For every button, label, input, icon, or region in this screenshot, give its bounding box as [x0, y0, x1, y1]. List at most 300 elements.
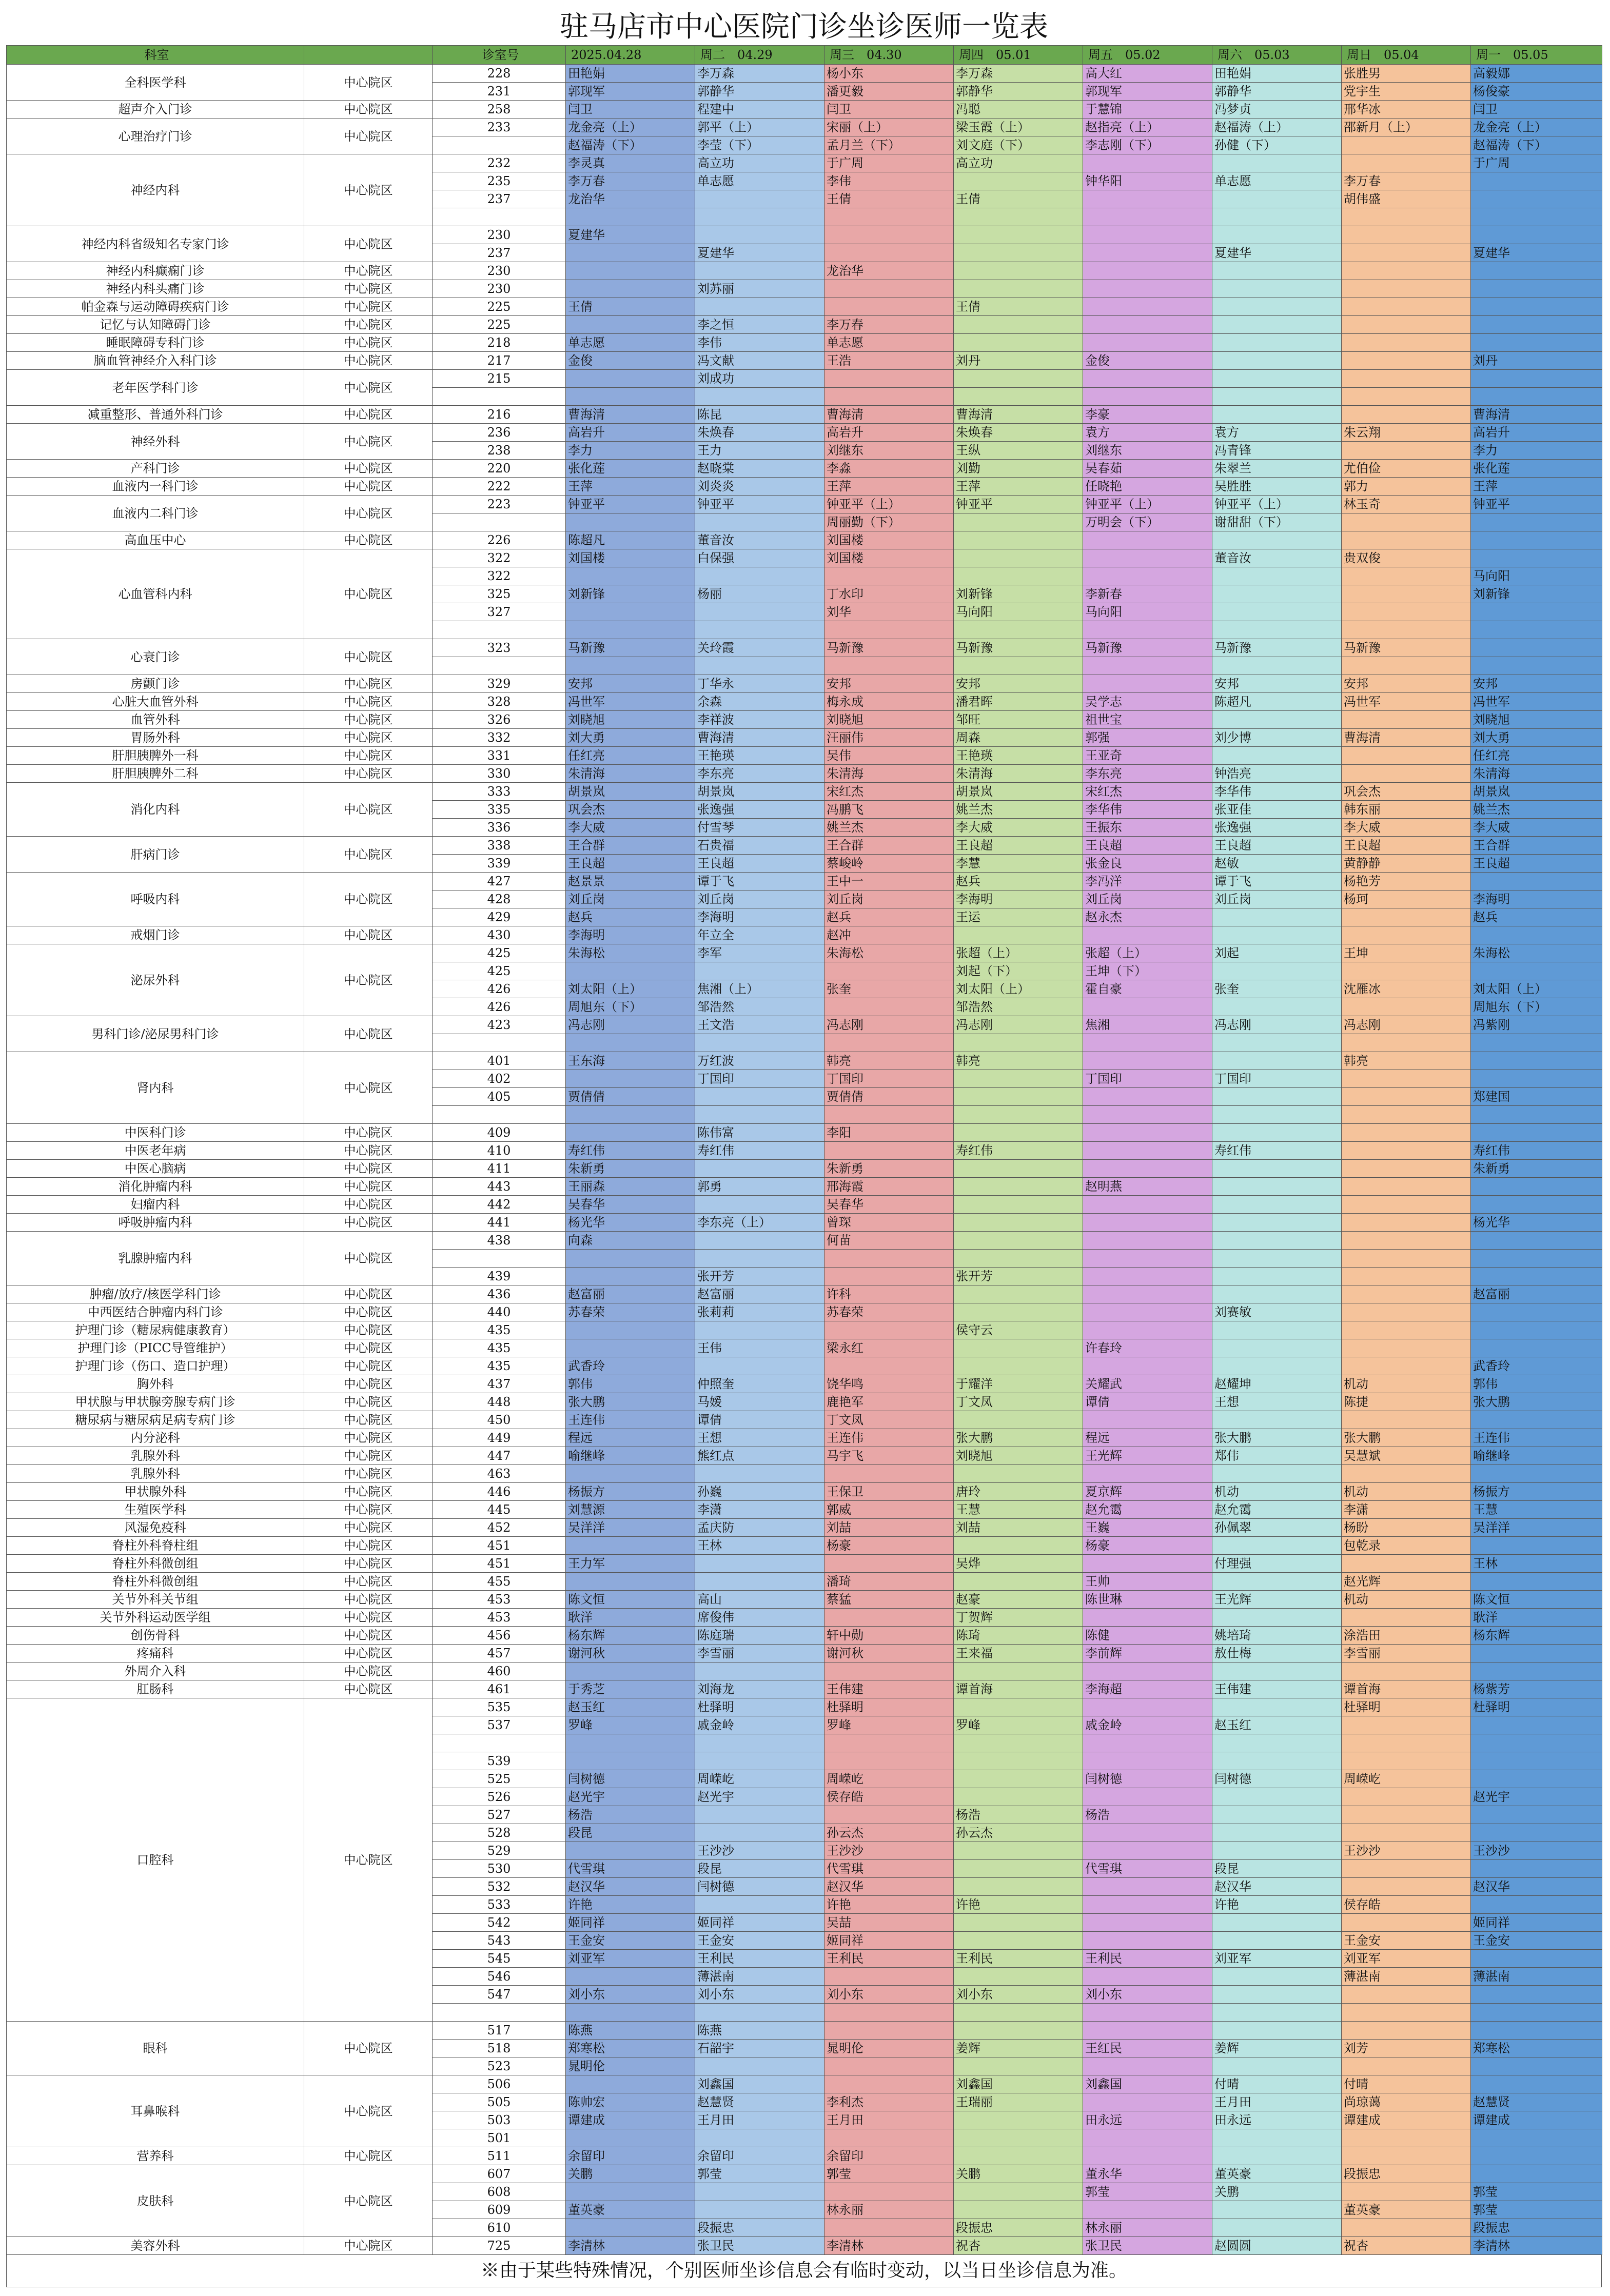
dept-cell: 乳腺外科: [7, 1465, 304, 1483]
doctor-cell: 谭倩: [695, 1411, 824, 1429]
doctor-cell: 冯梦贞: [1212, 101, 1342, 118]
doctor-cell: 金俊: [566, 352, 695, 370]
doctor-cell: 吴慧斌: [1342, 1447, 1471, 1465]
room-cell: 322: [433, 549, 566, 567]
doctor-cell: [1342, 531, 1471, 549]
doctor-cell: 朱云翔: [1342, 424, 1471, 442]
doctor-cell: 李万森: [695, 65, 824, 83]
doctor-cell: [1212, 2022, 1342, 2040]
doctor-cell: 刘丘岗: [566, 890, 695, 908]
doctor-cell: 李万春: [1342, 172, 1471, 190]
table-row: [7, 1375, 1602, 1393]
doctor-cell: [1212, 1788, 1342, 1806]
dept-cell: 美容外科: [7, 2237, 304, 2255]
doctor-cell: 陈文恒: [566, 1591, 695, 1609]
doctor-cell: 王良超: [954, 837, 1083, 855]
table-row: [7, 334, 1602, 352]
doctor-cell: 冯志刚: [954, 1016, 1083, 1034]
doctor-cell: [566, 567, 695, 585]
doctor-cell: 王中一: [824, 873, 954, 890]
doctor-cell: [566, 2183, 695, 2201]
doctor-cell: [954, 1034, 1083, 1052]
doctor-cell: [1083, 154, 1212, 172]
header-day: 周一 05.05: [1471, 46, 1602, 65]
doctor-cell: 邵新月（上）: [1342, 118, 1471, 136]
doctor-cell: 赵慧贤: [1471, 2093, 1602, 2111]
doctor-cell: [1083, 1824, 1212, 1842]
table-row: [7, 1124, 1602, 1142]
doctor-cell: [1342, 280, 1471, 298]
dept-cell: 中西医结合肿瘤内科门诊: [7, 1303, 304, 1321]
doctor-cell: 李雪丽: [1342, 1645, 1471, 1662]
doctor-cell: 单志愿: [695, 172, 824, 190]
doctor-cell: 董音汝: [695, 531, 824, 549]
doctor-cell: 陈文恒: [1471, 1591, 1602, 1609]
table-row: [7, 1393, 1602, 1411]
doctor-cell: [1342, 262, 1471, 280]
room-cell: [433, 657, 566, 675]
doctor-cell: 王伟建: [824, 1680, 954, 1698]
doctor-cell: [824, 244, 954, 262]
header-day: 周二 04.29: [695, 46, 824, 65]
doctor-cell: 王利民: [1083, 1950, 1212, 1968]
table-row: [7, 1447, 1602, 1465]
header-day: 周日 05.04: [1342, 46, 1471, 65]
doctor-cell: [695, 2201, 824, 2219]
doctor-cell: [1342, 1860, 1471, 1878]
doctor-cell: [695, 603, 824, 621]
doctor-cell: [1342, 2057, 1471, 2075]
doctor-cell: 程建中: [695, 101, 824, 118]
doctor-cell: [566, 1842, 695, 1860]
doctor-cell: [1212, 1411, 1342, 1429]
doctor-cell: 杨盼: [1342, 1519, 1471, 1537]
doctor-cell: 王倩: [566, 298, 695, 316]
doctor-cell: 谢河秋: [824, 1645, 954, 1662]
doctor-cell: [1342, 406, 1471, 424]
doctor-cell: [1083, 1268, 1212, 1285]
campus-cell: 中心院区: [304, 460, 433, 478]
doctor-cell: 王坤（下）: [1083, 962, 1212, 980]
dept-cell: 房颤门诊: [7, 675, 304, 693]
doctor-cell: 杨豪: [824, 1537, 954, 1555]
doctor-cell: [1471, 1303, 1602, 1321]
doctor-cell: 付晴: [1342, 2075, 1471, 2093]
doctor-cell: 李新春: [1083, 585, 1212, 603]
doctor-cell: [1083, 1250, 1212, 1268]
doctor-cell: 段振忠: [954, 2219, 1083, 2237]
table-row: [7, 1160, 1602, 1178]
table-row: [7, 1591, 1602, 1609]
doctor-cell: 王艳瑛: [954, 747, 1083, 765]
page: [6, 9, 1602, 2287]
room-cell: 425: [433, 962, 566, 980]
doctor-cell: 贾倩倩: [824, 1088, 954, 1106]
table-row: [7, 1573, 1602, 1591]
doctor-cell: 王沙沙: [1471, 1842, 1602, 1860]
doctor-cell: [824, 1662, 954, 1680]
doctor-cell: 刘继东: [1083, 442, 1212, 460]
doctor-cell: 马向阳: [1471, 567, 1602, 585]
room-cell: 425: [433, 944, 566, 962]
dept-cell: 护理门诊（PICC导管维护）: [7, 1339, 304, 1357]
doctor-cell: [1083, 1465, 1212, 1483]
schedule-table: [6, 45, 1602, 2255]
doctor-cell: 赵圆圆: [1212, 2237, 1342, 2255]
doctor-cell: 吴胜胜: [1212, 478, 1342, 496]
doctor-cell: 朱清海: [566, 765, 695, 783]
dept-cell: 甲状腺外科: [7, 1483, 304, 1501]
doctor-cell: 林永丽: [824, 2201, 954, 2219]
dept-cell: 消化肿瘤内科: [7, 1178, 304, 1196]
doctor-cell: 刘鑫国: [954, 2075, 1083, 2093]
doctor-cell: 薄湛南: [1342, 1968, 1471, 1986]
doctor-cell: [566, 1034, 695, 1052]
doctor-cell: 吴学志: [1083, 693, 1212, 711]
dept-cell: 生殖医学科: [7, 1501, 304, 1519]
doctor-cell: 祖世宝: [1083, 711, 1212, 729]
dept-cell: 血液内一科门诊: [7, 478, 304, 496]
doctor-cell: [1342, 747, 1471, 765]
dept-cell: 肝胆胰脾外二科: [7, 765, 304, 783]
doctor-cell: 刘喆: [824, 1519, 954, 1537]
room-cell: 323: [433, 639, 566, 657]
doctor-cell: [1342, 1214, 1471, 1232]
doctor-cell: [1212, 531, 1342, 549]
doctor-cell: [954, 208, 1083, 226]
doctor-cell: 陈燕: [695, 2022, 824, 2040]
table-row: [7, 424, 1602, 442]
campus-cell: 中心院区: [304, 1357, 433, 1375]
doctor-cell: [1471, 1716, 1602, 1734]
room-cell: 237: [433, 244, 566, 262]
doctor-cell: 夏京辉: [1083, 1483, 1212, 1501]
room-cell: 506: [433, 2075, 566, 2093]
doctor-cell: 刘国楼: [566, 549, 695, 567]
doctor-cell: 姬同祥: [824, 1932, 954, 1950]
doctor-cell: 刘丹: [1471, 352, 1602, 370]
doctor-cell: 罗峰: [566, 1716, 695, 1734]
campus-cell: 中心院区: [304, 1411, 433, 1429]
room-cell: 518: [433, 2040, 566, 2057]
doctor-cell: 赵景景: [566, 873, 695, 890]
doctor-cell: 李力: [1471, 442, 1602, 460]
doctor-cell: 段振忠: [1342, 2165, 1471, 2183]
doctor-cell: [1212, 1986, 1342, 2004]
doctor-cell: [1212, 1196, 1342, 1214]
doctor-cell: 王萍: [824, 478, 954, 496]
doctor-cell: 于广周: [1471, 154, 1602, 172]
doctor-cell: [1083, 2201, 1212, 2219]
room-cell: 456: [433, 1627, 566, 1645]
doctor-cell: 李华伟: [1212, 783, 1342, 801]
room-cell: 411: [433, 1160, 566, 1178]
campus-cell: 中心院区: [304, 1465, 433, 1483]
doctor-cell: 李利杰: [824, 2093, 954, 2111]
doctor-cell: 陈超凡: [566, 531, 695, 549]
doctor-cell: [1212, 1268, 1342, 1285]
doctor-cell: [1212, 1824, 1342, 1842]
doctor-cell: 李灵真: [566, 154, 695, 172]
room-cell: 543: [433, 1932, 566, 1950]
doctor-cell: 陈昆: [695, 406, 824, 424]
doctor-cell: 李阳: [824, 1124, 954, 1142]
doctor-cell: 熊红点: [695, 1447, 824, 1465]
doctor-cell: 焦湘: [1083, 1016, 1212, 1034]
doctor-cell: 马向阳: [954, 603, 1083, 621]
doctor-cell: [1342, 1555, 1471, 1573]
table-row: [7, 926, 1602, 944]
doctor-cell: [1083, 334, 1212, 352]
doctor-cell: [1212, 998, 1342, 1016]
doctor-cell: [566, 1124, 695, 1142]
doctor-cell: [1212, 1250, 1342, 1268]
doctor-cell: 林永丽: [1083, 2219, 1212, 2237]
doctor-cell: [566, 262, 695, 280]
doctor-cell: [1471, 208, 1602, 226]
doctor-cell: 于广周: [824, 154, 954, 172]
doctor-cell: 刘丘岗: [695, 890, 824, 908]
header-row: [7, 46, 1602, 65]
doctor-cell: [1212, 603, 1342, 621]
doctor-cell: 寿红伟: [1471, 1142, 1602, 1160]
doctor-cell: 韩亮: [954, 1052, 1083, 1070]
doctor-cell: [954, 621, 1083, 639]
doctor-cell: 安邦: [1212, 675, 1342, 693]
doctor-cell: [1471, 1752, 1602, 1770]
doctor-cell: 袁方: [1212, 424, 1342, 442]
dept-cell: 心衰门诊: [7, 639, 304, 675]
doctor-cell: [1212, 1465, 1342, 1483]
dept-cell: 老年医学科门诊: [7, 370, 304, 406]
doctor-cell: 郭伟: [1471, 1375, 1602, 1393]
doctor-cell: [1342, 1734, 1471, 1752]
doctor-cell: [954, 1788, 1083, 1806]
doctor-cell: [1471, 262, 1602, 280]
doctor-cell: 钟浩亮: [1212, 765, 1342, 783]
campus-cell: 中心院区: [304, 873, 433, 926]
doctor-cell: [1083, 1896, 1212, 1914]
doctor-cell: 闫卫: [566, 101, 695, 118]
doctor-cell: [1083, 1303, 1212, 1321]
doctor-cell: [1212, 1357, 1342, 1375]
doctor-cell: 余森: [695, 693, 824, 711]
room-cell: 523: [433, 2057, 566, 2075]
doctor-cell: 郭莹: [1471, 2183, 1602, 2201]
table-row: [7, 747, 1602, 765]
doctor-cell: 高大红: [1083, 65, 1212, 83]
doctor-cell: 郭莹: [824, 2165, 954, 2183]
dept-cell: 护理门诊（糖尿病健康教育）: [7, 1321, 304, 1339]
doctor-cell: 郭莹: [695, 2165, 824, 2183]
doctor-cell: [954, 1070, 1083, 1088]
room-cell: 448: [433, 1393, 566, 1411]
doctor-cell: [1471, 1250, 1602, 1268]
doctor-cell: [566, 1339, 695, 1357]
room-cell: 423: [433, 1016, 566, 1034]
doctor-cell: 冯紫刚: [1471, 1016, 1602, 1034]
doctor-cell: [954, 244, 1083, 262]
doctor-cell: 钟亚平（上）: [824, 496, 954, 513]
doctor-cell: 曹海清: [824, 406, 954, 424]
doctor-cell: 周嵘屹: [1342, 1770, 1471, 1788]
room-cell: 427: [433, 873, 566, 890]
doctor-cell: 杨光华: [566, 1214, 695, 1232]
doctor-cell: [1083, 388, 1212, 406]
doctor-cell: [1212, 1178, 1342, 1196]
campus-cell: 中心院区: [304, 711, 433, 729]
doctor-cell: 向森: [566, 1232, 695, 1250]
doctor-cell: [1212, 747, 1342, 765]
room-cell: 336: [433, 819, 566, 837]
doctor-cell: [1471, 226, 1602, 244]
doctor-cell: [695, 1034, 824, 1052]
doctor-cell: 马新豫: [1342, 639, 1471, 657]
campus-cell: 中心院区: [304, 1178, 433, 1196]
doctor-cell: 罗峰: [954, 1716, 1083, 1734]
dept-cell: 乳腺外科: [7, 1447, 304, 1465]
doctor-cell: [695, 1357, 824, 1375]
campus-cell: 中心院区: [304, 1501, 433, 1519]
doctor-cell: 王浩: [824, 352, 954, 370]
table-row: [7, 1411, 1602, 1429]
campus-cell: 中心院区: [304, 1662, 433, 1680]
doctor-cell: [695, 1106, 824, 1124]
doctor-cell: [1212, 1052, 1342, 1070]
dept-cell: 乳腺肿瘤内科: [7, 1232, 304, 1285]
doctor-cell: [566, 280, 695, 298]
doctor-cell: 赵指亮（上）: [1083, 118, 1212, 136]
doctor-cell: [824, 1752, 954, 1770]
doctor-cell: 王萍: [566, 478, 695, 496]
room-cell: 228: [433, 65, 566, 83]
doctor-cell: 张卫民: [1083, 2237, 1212, 2255]
doctor-cell: 张大鹏: [1342, 1429, 1471, 1447]
doctor-cell: 赵光宇: [566, 1788, 695, 1806]
doctor-cell: 赵玉红: [1212, 1716, 1342, 1734]
doctor-cell: 于慧锦: [1083, 101, 1212, 118]
doctor-cell: 闫树德: [566, 1770, 695, 1788]
room-cell: 535: [433, 1698, 566, 1716]
room-cell: 533: [433, 1896, 566, 1914]
room-cell: 441: [433, 1214, 566, 1232]
doctor-cell: [824, 2075, 954, 2093]
doctor-cell: 刘小东: [954, 1986, 1083, 2004]
dept-cell: 神经内科癫痫门诊: [7, 262, 304, 280]
room-cell: 237: [433, 190, 566, 208]
doctor-cell: [1212, 1537, 1342, 1555]
doctor-cell: [1083, 1160, 1212, 1178]
doctor-cell: 杨浩: [1083, 1806, 1212, 1824]
dept-cell: 血管外科: [7, 711, 304, 729]
doctor-cell: 刘喆: [954, 1519, 1083, 1537]
doctor-cell: 李万春: [566, 172, 695, 190]
doctor-cell: 梁玉霞（上）: [954, 118, 1083, 136]
doctor-cell: 王艳瑛: [695, 747, 824, 765]
doctor-cell: [1212, 908, 1342, 926]
footer-note: ※由于某些特殊情况，个别医师坐诊信息会有临时变动，以当日坐诊信息为准。: [6, 2255, 1602, 2287]
doctor-cell: [1471, 1178, 1602, 1196]
doctor-cell: [695, 1734, 824, 1752]
doctor-cell: [695, 962, 824, 980]
doctor-cell: [566, 1752, 695, 1770]
doctor-cell: [1342, 1339, 1471, 1357]
doctor-cell: 杨光华: [1471, 1214, 1602, 1232]
doctor-cell: [1083, 1088, 1212, 1106]
room-cell: 546: [433, 1968, 566, 1986]
doctor-cell: 刘丘岗: [1083, 890, 1212, 908]
dept-cell: 心理治疗门诊: [7, 118, 304, 154]
doctor-cell: 薄湛南: [1471, 1968, 1602, 1986]
doctor-cell: 姬同祥: [695, 1914, 824, 1932]
doctor-cell: 安邦: [1342, 675, 1471, 693]
doctor-cell: 杨珂: [1342, 890, 1471, 908]
doctor-cell: [1471, 926, 1602, 944]
room-cell: 230: [433, 226, 566, 244]
dept-cell: 神经外科: [7, 424, 304, 460]
room-cell: 225: [433, 316, 566, 334]
table-row: [7, 693, 1602, 711]
doctor-cell: [566, 962, 695, 980]
doctor-cell: [1342, 244, 1471, 262]
doctor-cell: 李军: [695, 944, 824, 962]
doctor-cell: [1471, 1537, 1602, 1555]
table-row: [7, 944, 1602, 962]
doctor-cell: [954, 262, 1083, 280]
campus-cell: 中心院区: [304, 262, 433, 280]
doctor-cell: 刘成功: [695, 370, 824, 388]
doctor-cell: 李万春: [824, 316, 954, 334]
doctor-cell: 付雪琴: [695, 819, 824, 837]
doctor-cell: 李东亮: [695, 765, 824, 783]
doctor-cell: [1471, 1645, 1602, 1662]
campus-cell: 中心院区: [304, 837, 433, 873]
doctor-cell: [1342, 442, 1471, 460]
doctor-cell: [824, 1968, 954, 1986]
room-cell: [433, 1734, 566, 1752]
table-row: [7, 1627, 1602, 1645]
doctor-cell: 郭静华: [695, 83, 824, 101]
dept-cell: 血液内二科门诊: [7, 496, 304, 531]
doctor-cell: 黄静静: [1342, 855, 1471, 873]
doctor-cell: 刘亚军: [566, 1950, 695, 1968]
doctor-cell: 王合群: [566, 837, 695, 855]
doctor-cell: [1083, 1788, 1212, 1806]
doctor-cell: 许艳: [1212, 1896, 1342, 1914]
doctor-cell: [1471, 1106, 1602, 1124]
doctor-cell: 关玲霞: [695, 639, 824, 657]
doctor-cell: 安邦: [954, 675, 1083, 693]
doctor-cell: [1342, 2129, 1471, 2147]
doctor-cell: 杨艳芳: [1342, 873, 1471, 890]
doctor-cell: 张化莲: [566, 460, 695, 478]
doctor-cell: [824, 1806, 954, 1824]
doctor-cell: 冯世军: [1342, 693, 1471, 711]
doctor-cell: 王帅: [1083, 1573, 1212, 1591]
doctor-cell: [824, 1250, 954, 1268]
doctor-cell: 姬同祥: [566, 1914, 695, 1932]
doctor-cell: [1471, 1070, 1602, 1088]
doctor-cell: [954, 1303, 1083, 1321]
dept-cell: 眼科: [7, 2022, 304, 2075]
doctor-cell: [824, 1106, 954, 1124]
doctor-cell: 白保强: [695, 549, 824, 567]
doctor-cell: [954, 172, 1083, 190]
doctor-cell: 李东亮（上）: [695, 1214, 824, 1232]
doctor-cell: [1471, 334, 1602, 352]
campus-cell: 中心院区: [304, 406, 433, 424]
doctor-cell: 高山: [695, 1591, 824, 1609]
